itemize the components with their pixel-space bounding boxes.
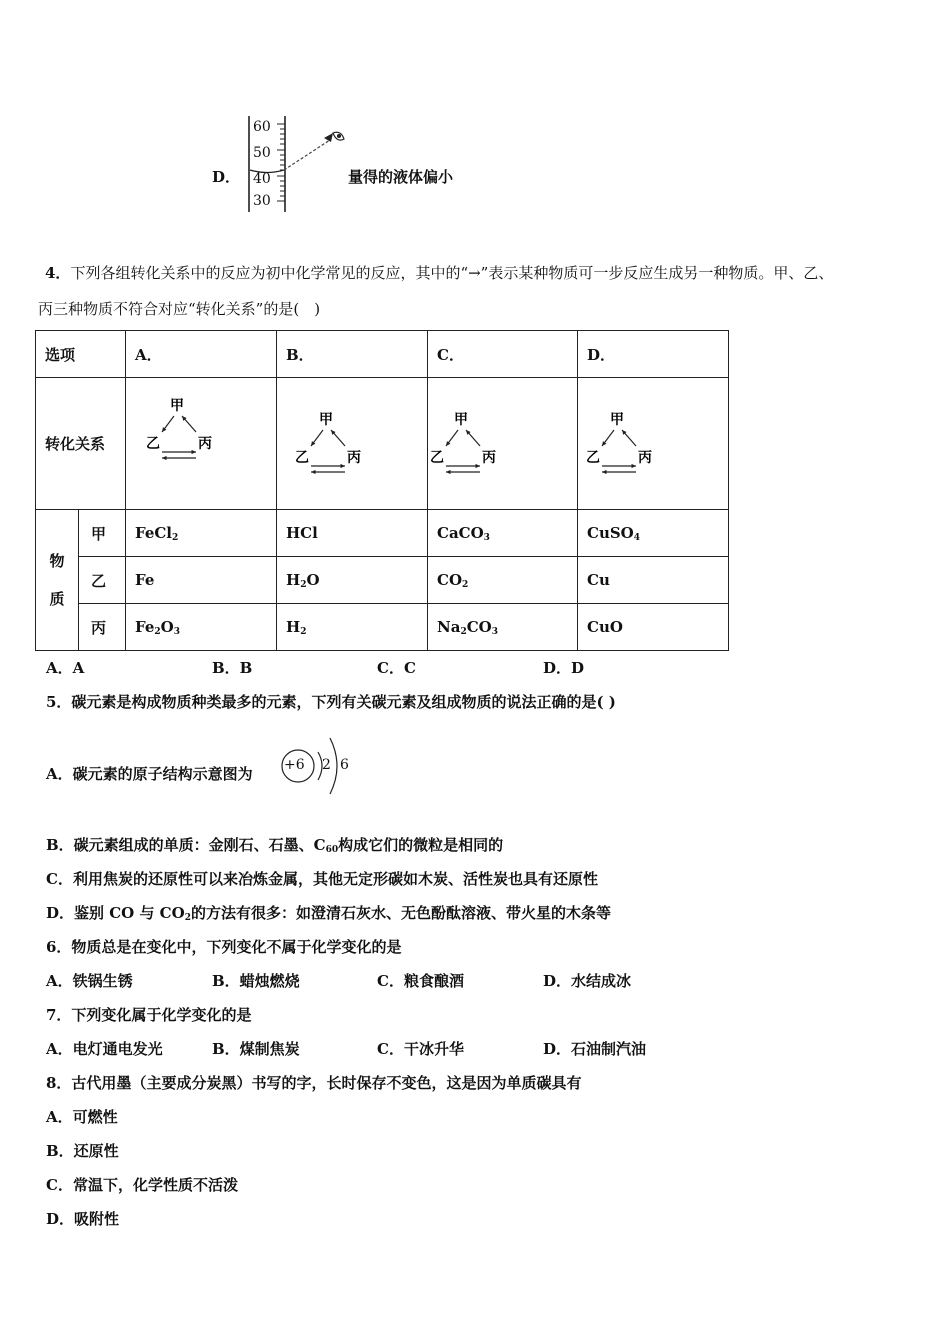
relation-diagram-a bbox=[126, 378, 277, 510]
diagram-label-yi: 乙 bbox=[586, 450, 600, 466]
arrowhead-icon bbox=[311, 470, 316, 474]
diagram-label-yi: 乙 bbox=[295, 450, 309, 466]
diagram-label-jia: 甲 bbox=[610, 412, 624, 428]
cell-d-jia: CuSO$_4$ bbox=[578, 510, 729, 557]
row-label-bing: 丙 bbox=[79, 604, 126, 651]
atom-shell-2: 6 bbox=[340, 757, 349, 773]
q5-option-c[interactable]: C．利用焦炭的还原性可以来冶炼金属，其他无定形碳如木炭、活性炭也具有还原性 bbox=[46, 870, 598, 888]
relation-diagram-b bbox=[277, 378, 428, 510]
arrowhead-icon bbox=[324, 133, 333, 142]
relation-header: 转化关系 bbox=[36, 378, 126, 510]
arrowhead-icon bbox=[631, 464, 636, 468]
tick-label: 40 bbox=[253, 171, 271, 187]
cell-a-bing: $Fe_2O_3$ bbox=[126, 604, 277, 651]
q6-option-d[interactable]: D．水结成冰 bbox=[543, 972, 632, 990]
cell-b-jia: HCl bbox=[277, 510, 428, 557]
q4-stem-line1: 4．下列各组转化关系中的反应为初中化学常见的反应，其中的“→”表示某种物质可一步反应生成另一种物质。甲、乙、 bbox=[45, 264, 834, 282]
diagram-label-yi: 乙 bbox=[430, 450, 444, 466]
arrowhead-icon bbox=[602, 470, 607, 474]
tick-label: 60 bbox=[253, 119, 271, 135]
cell-b-bing: $H_2$ bbox=[277, 604, 428, 651]
tick-label: 30 bbox=[253, 193, 271, 209]
q4-choice-b[interactable]: B．B bbox=[212, 659, 253, 677]
option-c-header: C． bbox=[428, 331, 578, 378]
q6-option-b[interactable]: B．蜡烛燃烧 bbox=[212, 972, 300, 990]
cell-a-jia: FeCl$_2$ bbox=[126, 510, 277, 557]
q7-option-b[interactable]: B．煤制焦炭 bbox=[212, 1040, 300, 1058]
q8-option-c[interactable]: C．常温下，化学性质不活泼 bbox=[46, 1176, 238, 1194]
cell-a-yi: Fe bbox=[126, 557, 277, 604]
relation-diagram-d bbox=[578, 378, 729, 510]
q4-table bbox=[35, 330, 729, 651]
q8-option-a[interactable]: A．可燃性 bbox=[46, 1108, 118, 1126]
arrowhead-icon bbox=[446, 470, 451, 474]
q7-option-d[interactable]: D．石油制汽油 bbox=[543, 1040, 647, 1058]
cell-c-bing: $Na_2CO_3$ bbox=[428, 604, 578, 651]
row-label-jia: 甲 bbox=[79, 510, 126, 557]
diagram-label-bing: 丙 bbox=[347, 450, 361, 466]
diagram-label-bing: 丙 bbox=[482, 450, 496, 466]
q5-option-a[interactable]: A．碳元素的原子结构示意图为 bbox=[46, 765, 253, 783]
q4-stem-line2: 丙三种物质不符合对应“转化关系”的是( ) bbox=[38, 300, 321, 318]
q7-option-c[interactable]: C．干冰升华 bbox=[377, 1040, 464, 1058]
cell-d-bing: CuO bbox=[578, 604, 729, 651]
arrowhead-icon bbox=[340, 464, 345, 468]
q8-stem: 8．古代用墨（主要成分炭黑）书写的字，长时保存不变色，这是因为单质碳具有 bbox=[46, 1074, 582, 1092]
atom-nucleus-charge: +6 bbox=[284, 757, 305, 773]
arrowhead-icon bbox=[191, 450, 196, 454]
diagram-label-jia: 甲 bbox=[319, 412, 333, 428]
q4-choice-d[interactable]: D．D bbox=[543, 659, 585, 677]
diagram-label-bing: 丙 bbox=[198, 436, 212, 452]
option-a-header: A． bbox=[126, 331, 277, 378]
tick-label: 50 bbox=[253, 145, 271, 161]
q6-stem: 6．物质总是在变化中，下列变化不属于化学变化的是 bbox=[46, 938, 402, 956]
diagram-label-jia: 甲 bbox=[170, 398, 184, 414]
cell-c-yi: $CO_2$ bbox=[428, 557, 578, 604]
relation-diagram-c bbox=[428, 378, 578, 510]
q4-choice-c[interactable]: C．C bbox=[377, 659, 416, 677]
option-b-header: B． bbox=[277, 331, 428, 378]
q5-stem: 5．碳元素是构成物质种类最多的元素，下列有关碳元素及组成物质的说法正确的是( ) bbox=[46, 693, 616, 711]
q8-option-d[interactable]: D．吸附性 bbox=[46, 1210, 120, 1228]
diagram-label-jia: 甲 bbox=[454, 412, 468, 428]
q7-stem: 7．下列变化属于化学变化的是 bbox=[46, 1006, 252, 1024]
arrowhead-icon bbox=[162, 456, 167, 460]
q6-option-a[interactable]: A．铁锅生锈 bbox=[46, 972, 133, 990]
q4-choice-a[interactable]: A．A bbox=[46, 659, 85, 677]
option-header: 选项 bbox=[36, 331, 126, 378]
atom-shell-1: 2 bbox=[322, 757, 331, 773]
cell-d-yi: Cu bbox=[578, 557, 729, 604]
substance-header: 物 质 bbox=[36, 510, 79, 651]
q3-option-d-label: D． bbox=[212, 168, 241, 186]
row-label-yi: 乙 bbox=[79, 557, 126, 604]
q7-option-a[interactable]: A．电灯通电发光 bbox=[46, 1040, 163, 1058]
diagram-label-bing: 丙 bbox=[638, 450, 652, 466]
q3-option-d-caption: 量得的液体偏小 bbox=[348, 168, 454, 186]
q5-option-b[interactable]: B．碳元素组成的单质：金刚石、石墨、$C_{60}$构成它们的微粒是相同的 bbox=[46, 836, 504, 855]
q6-option-c[interactable]: C．粮食酿酒 bbox=[377, 972, 464, 990]
diagram-label-yi: 乙 bbox=[146, 436, 160, 452]
q5-option-d[interactable]: D．鉴别 CO 与 $CO_2$的方法有很多：如澄清石灰水、无色酚酞溶液、带火星的木条等 bbox=[46, 904, 611, 923]
q8-option-b[interactable]: B．还原性 bbox=[46, 1142, 119, 1160]
arrowhead-icon bbox=[475, 464, 480, 468]
eye-icon bbox=[333, 132, 344, 140]
cell-c-jia: CaCO$_3$ bbox=[428, 510, 578, 557]
option-d-header: D． bbox=[578, 331, 729, 378]
cell-b-yi: $H_2O$ bbox=[277, 557, 428, 604]
